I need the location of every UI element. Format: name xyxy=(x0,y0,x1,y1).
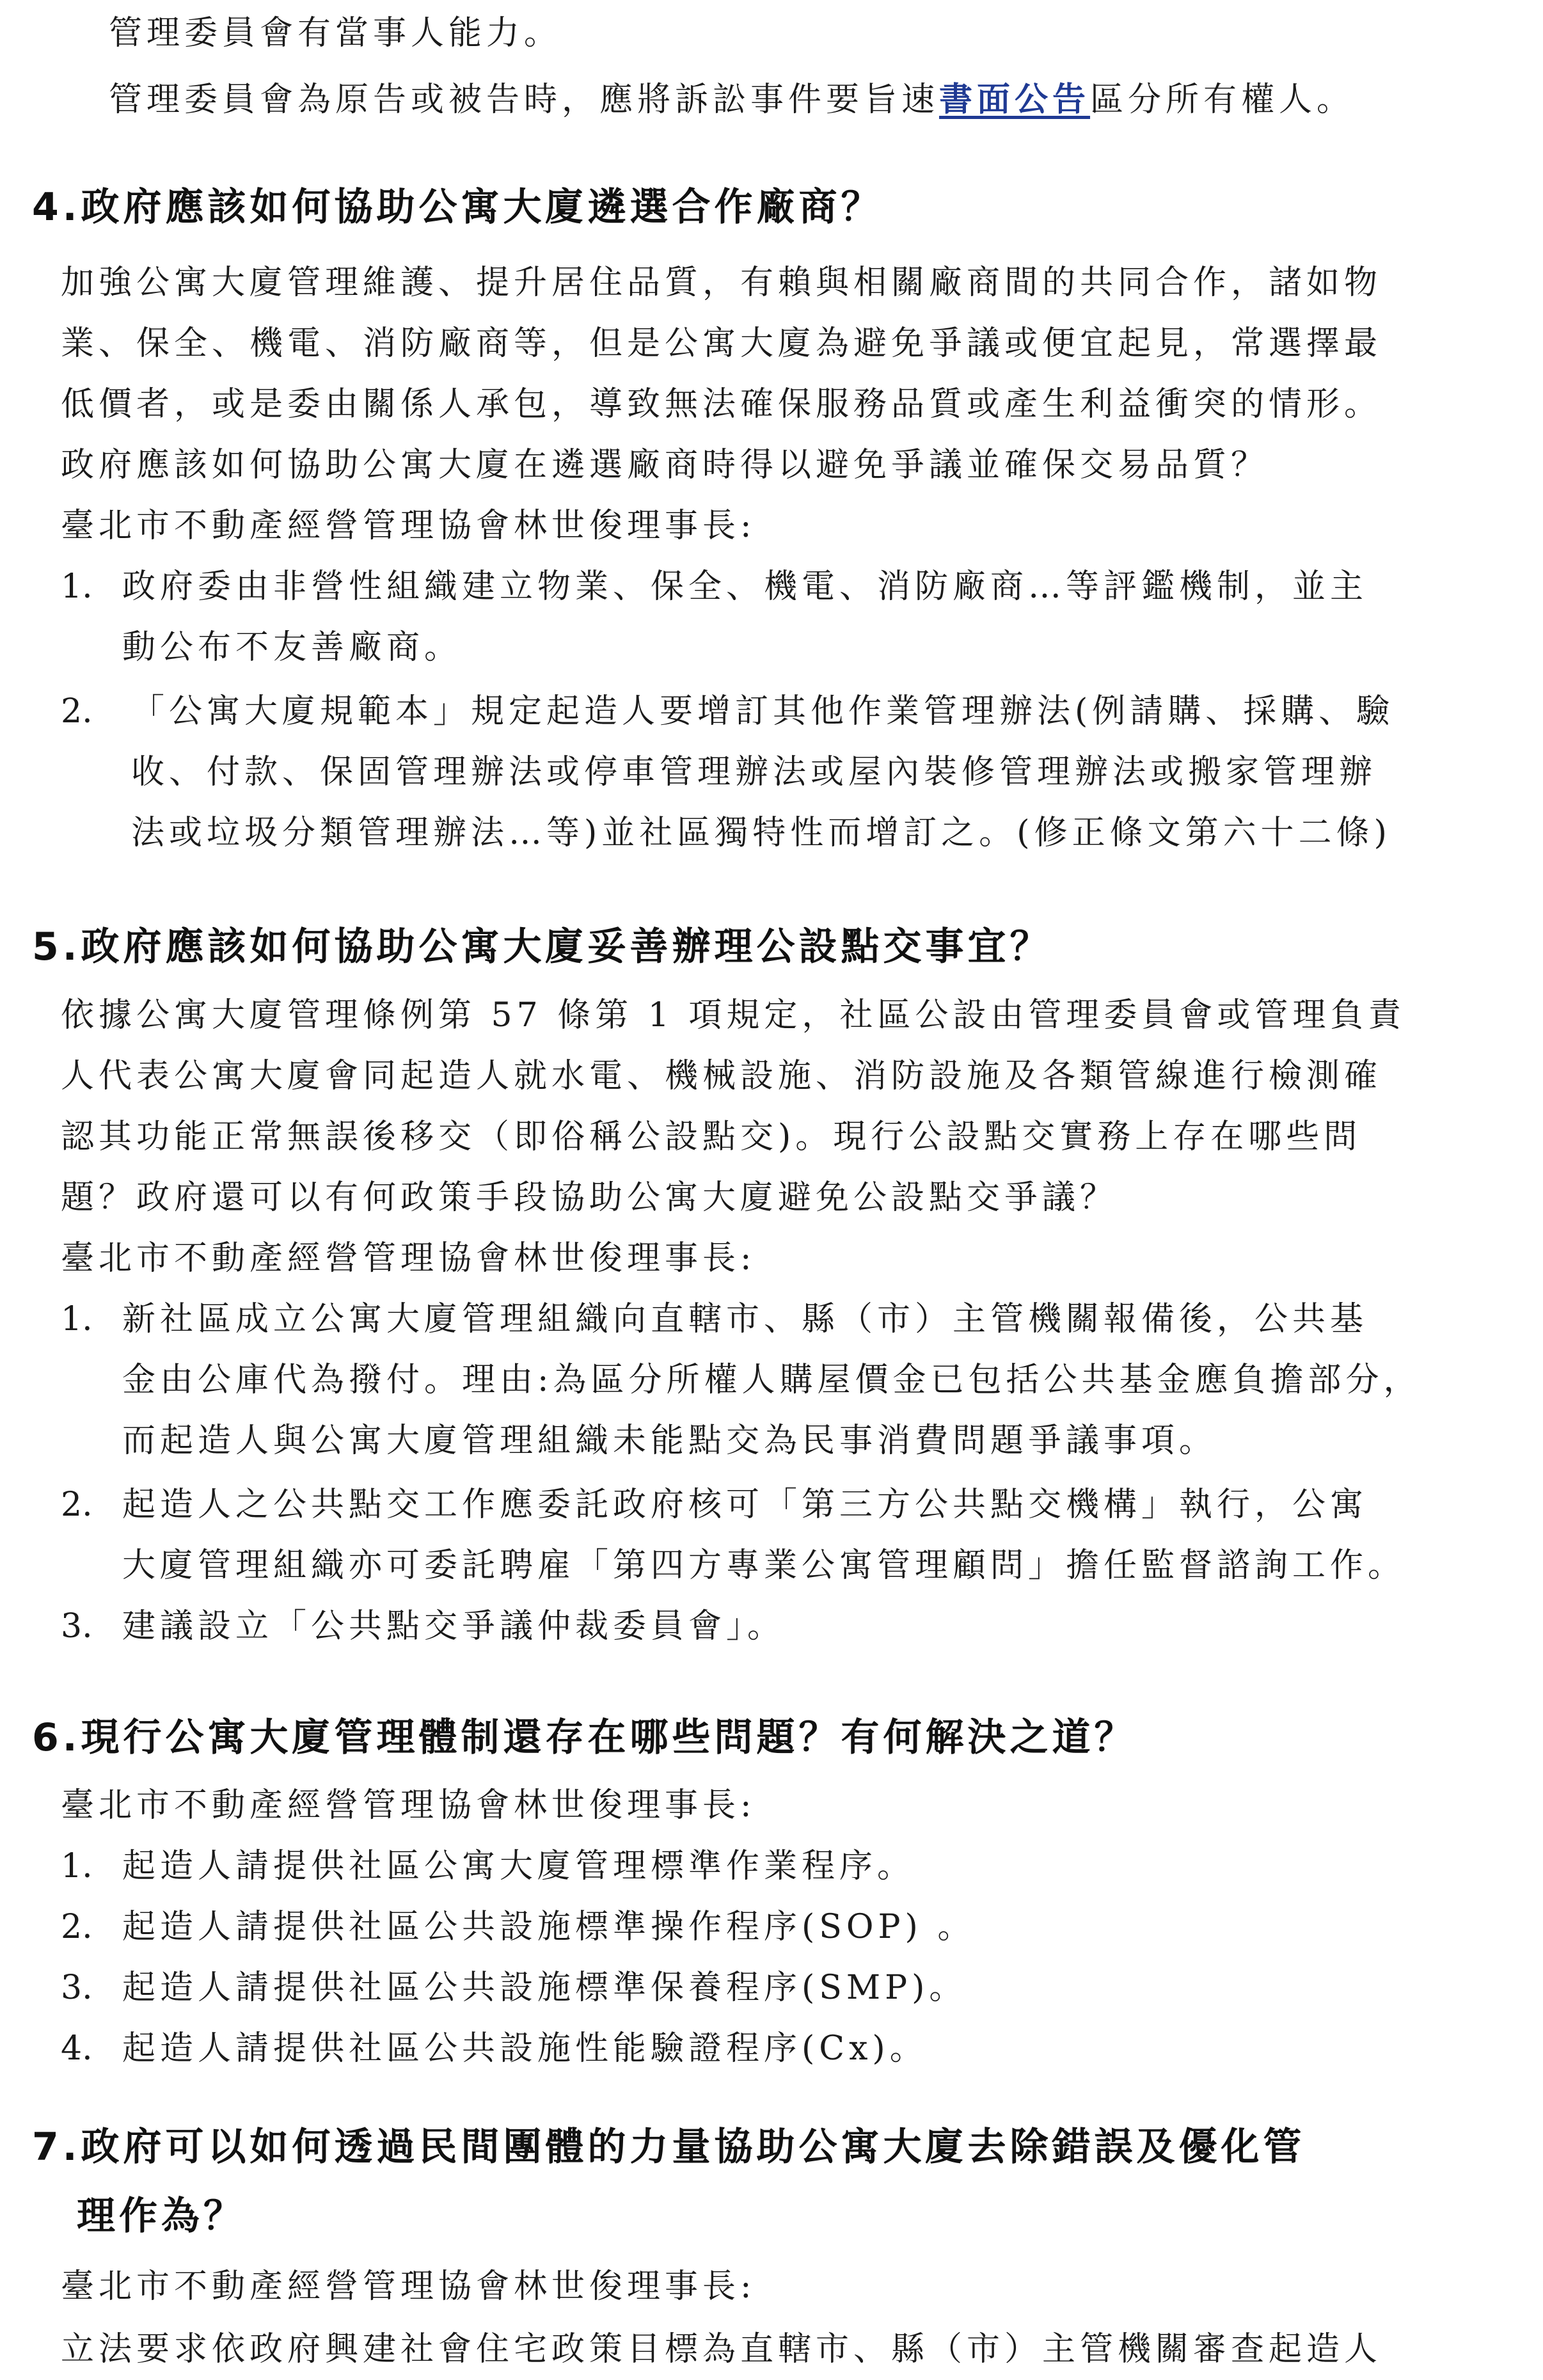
section-4-body: 加強公寓大廈管理維護、提升居住品質，有賴與相關廠商間的共同合作，諸如物 xyxy=(61,264,1382,302)
list-number: 2. xyxy=(61,1908,93,1946)
section-5-heading: 5.政府應該如何協助公寓大廈妥善辦理公設點交事宜？ xyxy=(32,924,1052,969)
section-7-speaker: 臺北市不動產經營管理協會林世俊理事長: xyxy=(61,2267,756,2306)
list-number: 1. xyxy=(61,567,93,606)
list-number: 1. xyxy=(61,1847,93,1885)
list-item xyxy=(61,1299,1368,1340)
list-text: 建議設立「公共點交爭議仲裁委員會」。 xyxy=(122,1607,786,1646)
section-4-body: 政府應該如何協助公寓大廈在遴選廠商時得以避免爭議並確保交易品質？ xyxy=(61,446,1269,484)
list-text: 法或垃圾分類管理辦法…等)並社區獨特性而增訂之。(修正條文第六十二條) xyxy=(131,814,1391,852)
list-text: 起造人請提供社區公共設施標準保養程序(SMP)。 xyxy=(122,1969,967,2007)
list-number: 1. xyxy=(61,1300,93,1338)
section-5-body: 認其功能正常無誤後移交（即俗稱公設點交)。現行公設點交實務上存在哪些問 xyxy=(61,1118,1362,1156)
intro-text: 管理委員會有當事人能力。 xyxy=(109,14,562,52)
section-7-heading: 7.政府可以如何透過民間團體的力量協助公寓大廈去除錯誤及優化管 xyxy=(32,2125,1306,2170)
section-4-heading: 4.政府應該如何協助公寓大廈遴選合作廠商？ xyxy=(32,185,883,230)
list-text: 起造人請提供社區公共設施性能驗證程序(Cx)。 xyxy=(122,2029,928,2068)
list-text: 新社區成立公寓大廈管理組織向直轄市、縣（市）主管機關報備後，公共基 xyxy=(122,1300,1368,1338)
list-text: 起造人請提供社區公共設施標準操作程序(SOP) 。 xyxy=(122,1908,976,1946)
list-text: 政府委由非營性組織建立物業、保全、機電、消防廠商…等評鑑機制，並主 xyxy=(122,567,1368,606)
list-text: 起造人請提供社區公寓大廈管理標準作業程序。 xyxy=(122,1847,915,1885)
list-item xyxy=(61,1846,915,1887)
section-5-speaker: 臺北市不動產經營管理協會林世俊理事長: xyxy=(61,1239,756,1278)
section-4-speaker: 臺北市不動產經營管理協會林世俊理事長: xyxy=(61,507,756,545)
list-text: 起造人之公共點交工作應委託政府核可「第三方公共點交機構」執行，公寓 xyxy=(122,1486,1368,1524)
list-item xyxy=(61,691,1394,732)
list-text: 而起造人與公寓大廈管理組織未能點交為民事消費問題爭議事項。 xyxy=(122,1422,1217,1460)
list-number: 3. xyxy=(61,1607,93,1646)
list-item xyxy=(61,2028,928,2069)
list-item xyxy=(61,1606,785,1647)
list-text: 金由公庫代為撥付。理由:為區分所權人購屋價金已包括公共基金應負擔部分， xyxy=(122,1361,1421,1399)
section-7-body: 立法要求依政府興建社會住宅政策目標為直轄市、縣（市）主管機關審查起造人 xyxy=(61,2330,1382,2368)
list-text: 收、付款、保固管理辦法或停車管理辦法或屋內裝修管理辦法或搬家管理辦 xyxy=(131,753,1377,791)
section-5-body: 人代表公寓大廈會同起造人就水電、機械設施、消防設施及各類管線進行檢測確 xyxy=(61,1057,1382,1095)
list-item xyxy=(61,1967,967,2008)
section-5-body: 依據公寓大廈管理條例第 57 條第 1 項規定，社區公設由管理委員會或管理負責 xyxy=(61,996,1406,1035)
section-4-body: 業、保全、機電、消防廠商等，但是公寓大廈為避免爭議或便宜起見，常選擇最 xyxy=(61,324,1382,363)
section-6-heading: 6.現行公寓大廈管理體制還存在哪些問題？有何解決之道？ xyxy=(32,1715,1137,1760)
list-text: 「公寓大廈規範本」規定起造人要增訂其他作業管理辦法(例請購、採購、驗 xyxy=(131,692,1395,731)
list-text: 大廈管理組織亦可委託聘雇「第四方專業公寓管理顧問」擔任監督諮詢工作。 xyxy=(122,1546,1406,1585)
section-4-body: 低價者，或是委由關係人承包，導致無法確保服務品質或產生利益衝突的情形。 xyxy=(61,385,1382,424)
section-7-heading: 理作為？ xyxy=(77,2194,246,2239)
written-notice-link[interactable]: 書面公告 xyxy=(939,80,1091,119)
section-6-speaker: 臺北市不動產經營管理協會林世俊理事長: xyxy=(61,1786,756,1825)
intro-text: 管理委員會為原告或被告時，應將訴訟事件要旨速書面公告區分所有權人。 xyxy=(109,80,1355,119)
list-text: 動公布不友善廠商。 xyxy=(122,628,463,667)
list-number: 4. xyxy=(61,2029,93,2068)
list-number: 2. xyxy=(61,1486,93,1524)
section-5-body: 題？政府還可以有何政策手段協助公寓大廈避免公設點交爭議？ xyxy=(61,1178,1118,1217)
list-item xyxy=(61,1484,1368,1525)
list-number: 2. xyxy=(61,692,93,731)
list-item xyxy=(61,1907,975,1948)
list-item xyxy=(61,566,1368,607)
list-number: 3. xyxy=(61,1969,93,2007)
